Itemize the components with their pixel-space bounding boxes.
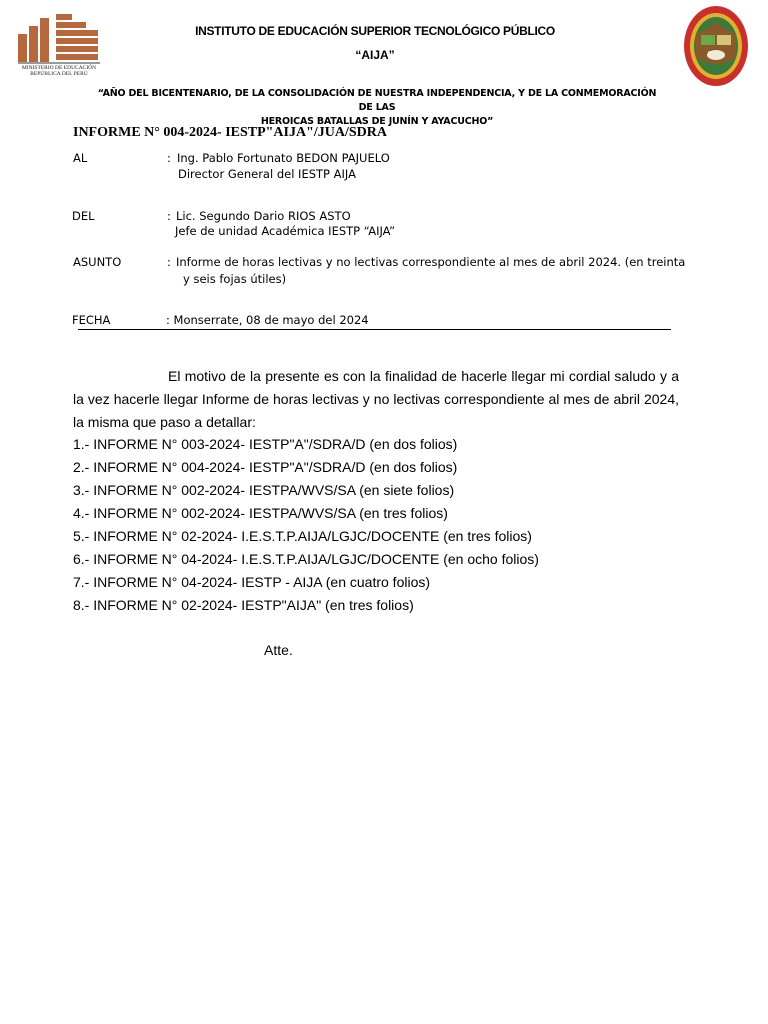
subject-line1: Informe de horas lectivas y no lectivas correspondiente al mes de abril 2024. (en treinta — [176, 255, 686, 269]
intro-paragraph — [73, 365, 679, 434]
from-name: Lic. Segundo Dario RIOS ASTO — [176, 209, 351, 223]
to-label: AL — [73, 151, 88, 165]
institution-title: INSTITUTO DE EDUCACIÓN SUPERIOR TECNOLÓGICO PÚBLICO — [195, 24, 555, 38]
report-title: INFORME N° 004-2024- IESTP"AIJA"/JUA/SDRA — [73, 125, 387, 140]
list-item: 2.- INFORME N° 004-2024- IESTP"A"/SDRA/D (en dos folios) — [73, 459, 458, 475]
list-item: 5.- INFORME N° 02-2024- I.E.S.T.P.AIJA/LGJC/DOCENTE (en tres folios) — [73, 528, 532, 544]
ministry-caption-line2: REPÚBLICA DEL PERÚ — [30, 71, 88, 77]
year-motto — [92, 87, 662, 129]
list-item: 3.- INFORME N° 002-2024- IESTPA/WVS/SA (en siete folios) — [73, 482, 455, 498]
to-field — [73, 150, 693, 184]
date-label: FECHA — [72, 313, 111, 327]
report-list — [73, 433, 679, 617]
list-item: 1.- INFORME N° 003-2024- IESTP"A"/SDRA/D (en dos folios) — [73, 436, 458, 452]
from-label: DEL — [72, 209, 95, 223]
year-motto-line1: “AÑO DEL BICENTENARIO, DE LA CONSOLIDACIÓN DE NUESTRA INDEPENDENCIA, Y DE LA CONMEMORACIÓN DE LAS — [97, 88, 657, 113]
to-colon: : — [167, 151, 171, 165]
institution-name: “AIJA” — [355, 48, 395, 62]
from-field — [72, 208, 692, 242]
institute-seal-icon — [683, 5, 749, 87]
intro-text: El motivo de la presente es con la finalidad de hacerle llegar mi cordial saludo y a la vez hacerle llegar Informe de horas lectivas y no lectivas correspondiente al mes de abril 2024, la misma que paso a detallar: — [73, 368, 679, 430]
ministry-logo-icon — [16, 12, 102, 64]
from-role: Jefe de unidad Académica IESTP “AIJA” — [175, 224, 396, 238]
date-value: : Monserrate, 08 de mayo del 2024 — [166, 313, 369, 327]
closing-text: Atte. — [264, 642, 293, 658]
from-colon: : — [167, 209, 171, 223]
ministry-logo — [16, 12, 102, 84]
year-motto-line2: HEROICAS BATALLAS DE JUNÍN Y AYACUCHO” — [260, 116, 494, 127]
ministry-logo-caption — [16, 65, 102, 77]
to-name: Ing. Pablo Fortunato BEDON PAJUELO — [177, 151, 390, 165]
date-field — [72, 312, 692, 328]
subject-line2: y seis fojas útiles) — [183, 272, 287, 286]
list-item: 6.- INFORME N° 04-2024- I.E.S.T.P.AIJA/LGJC/DOCENTE (en ocho folios) — [73, 551, 539, 567]
list-item: 4.- INFORME N° 002-2024- IESTPA/WVS/SA (en tres folios) — [73, 505, 448, 521]
subject-label: ASUNTO — [73, 255, 122, 269]
header-divider — [78, 329, 671, 330]
to-role: Director General del IESTP AIJA — [178, 167, 356, 181]
subject-field — [73, 254, 693, 288]
ministry-caption-line1: MINISTERIO DE EDUCACIÓN — [21, 65, 97, 71]
list-item: 8.- INFORME N° 02-2024- IESTP"AIJA" (en tres folios) — [73, 597, 414, 613]
list-item: 7.- INFORME N° 04-2024- IESTP - AIJA (en cuatro folios) — [73, 574, 431, 590]
subject-colon: : — [167, 255, 171, 269]
